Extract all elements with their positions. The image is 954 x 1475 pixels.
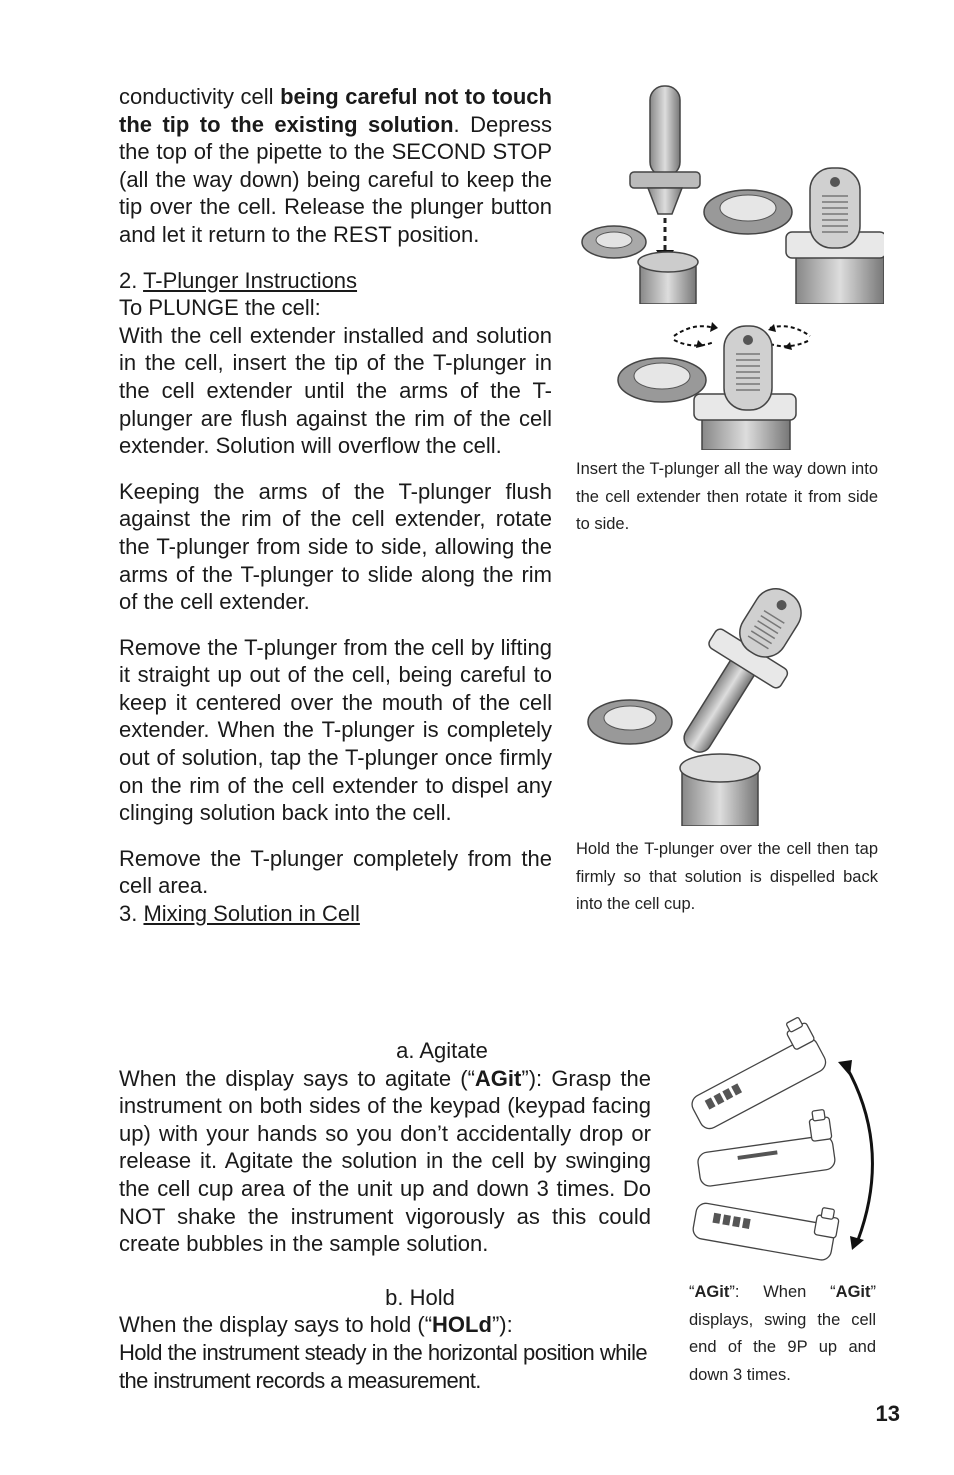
text-span: When the display says to agitate (“ [119, 1065, 475, 1091]
text-span: “ [689, 1283, 695, 1301]
text-span: ”): Grasp the instrument on both sides of the keypad (keypad facing up) with your hands so you don’t accidentally drop or release it. Agitate the solution in the cell by swinging the cell cup area of the unit up and down 3 times. Do NOT shake the instrument vigorously as this could create bubbles in the sample solution. [119, 1065, 651, 1257]
text-span: ” displays, swing the cell end of the 9P up and down 3 times. [689, 1283, 876, 1384]
hold-heading: b. Hold [385, 1284, 455, 1310]
section-title: Mixing Solution in Cell [143, 901, 360, 927]
paragraph-remove-completely: Remove the T-plunger completely from the cell area. [119, 845, 552, 899]
display-code-agit: AGit [474, 1065, 522, 1091]
section-title: T-Plunger Instructions [143, 267, 358, 293]
paragraph-remove: Remove the T-plunger from the cell by lifting it straight up out of the cell, being careful to keep it centered over the mouth of the cell extender. When the T-plunger is completely out of solution, tap the T-plunger once firmly on the rim of the cell extender to dispel any clinging solution back into the cell. [119, 634, 552, 826]
display-code-agit: AGit [694, 1283, 730, 1301]
agitate-heading: a. Agitate [396, 1038, 488, 1063]
section-heading-t-plunger [119, 267, 552, 295]
paragraph-pipette [119, 83, 552, 249]
paragraph-agitate [119, 1065, 651, 1258]
section-number: 3. [119, 901, 144, 927]
text-span: ”): [491, 1312, 513, 1338]
caption-agit [689, 1279, 876, 1389]
plunge-intro: To PLUNGE the cell: [119, 295, 321, 321]
pipette-figure [578, 82, 884, 304]
text-span: When the display says to hold (“ [119, 1312, 433, 1338]
text-span: conductivity cell [119, 84, 281, 109]
display-code-hold: HOLd [432, 1312, 492, 1338]
tap-figure [586, 588, 814, 826]
text-column [119, 83, 552, 928]
text-span: ”: When “ [729, 1283, 836, 1301]
paragraph-rotate: Keeping the arms of the T-plunger flush against the rim of the cell extender, rotate the T-plunger from side to side, allowing the arms of the T-plunger to slide along the rim of the cell extender. [119, 478, 552, 615]
mixing-section [119, 1037, 651, 1394]
section-number: 2. [119, 267, 144, 293]
paragraph-insert: With the cell extender installed and solution in the cell, insert the tip of the T-plunger in the cell extender until the arms of the T-plunger are flush against the rim of the cell extender. Solution will overflow the cell. [119, 322, 552, 459]
rotate-figure [614, 318, 824, 450]
paragraph-hold-intro [119, 1311, 651, 1339]
display-code-agit: AGit [835, 1283, 871, 1301]
paragraph-hold: Hold the instrument steady in the horizontal position while the instrument records a measurement. [119, 1339, 647, 1393]
section-heading-mixing [119, 900, 552, 928]
caption-insert: Insert the T-plunger all the way down into the cell extender then rotate it from side to side. [576, 460, 878, 533]
text-span: . Depress the top of the pipette to the SECOND STOP (all the way down) being careful to keep the tip over the cell. Release the plunger button and let it return to the REST position. [119, 111, 552, 247]
agitate-figure [686, 1008, 882, 1274]
caption-hold: Hold the T-plunger over the cell then tap firmly so that solution is dispelled back into the cell cup. [576, 840, 878, 913]
bold-warning: being careful not to touch the tip to the existing solution [119, 84, 552, 137]
page-number: 13 [875, 1401, 900, 1426]
